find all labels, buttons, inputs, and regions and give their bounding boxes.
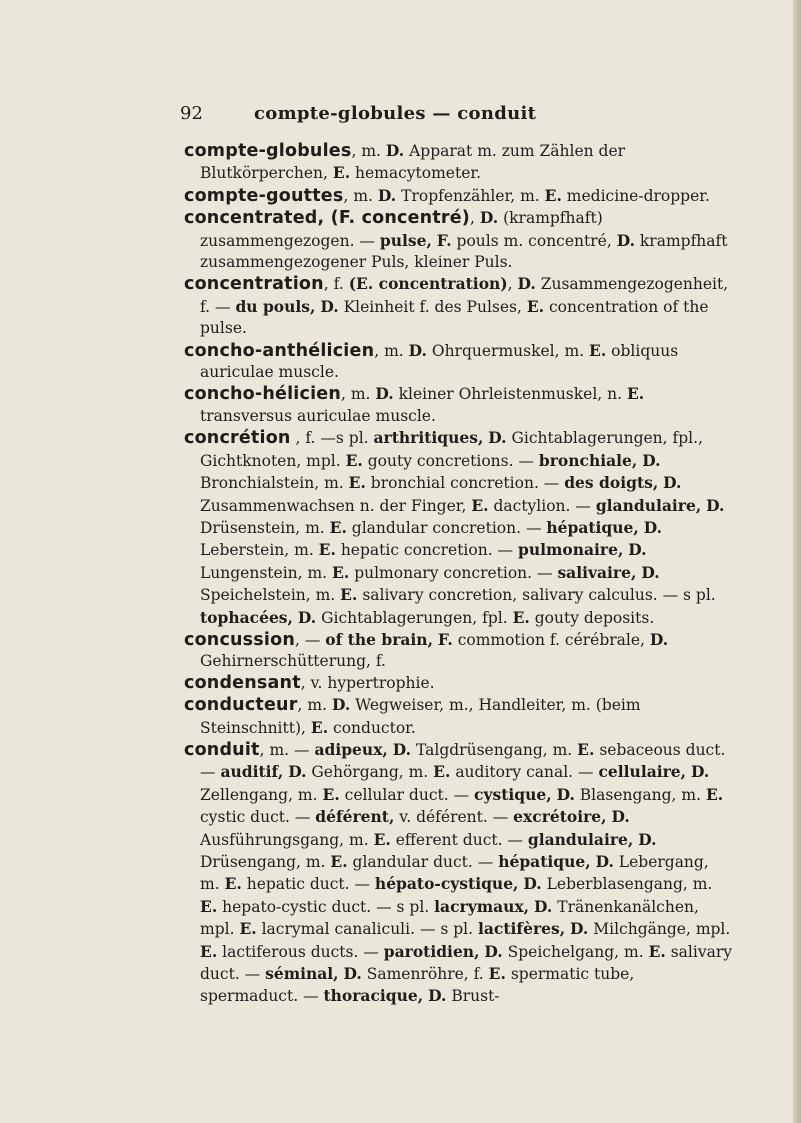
entry-bold-term: D. [706, 495, 725, 515]
entry-bold-term: D. [638, 829, 657, 849]
entry-headword: concentration [184, 274, 324, 295]
entry-bold-term: E. [348, 473, 366, 493]
entry-text: Gehirnerschütterung, f. [200, 652, 386, 671]
entry-bold-term: D. [288, 762, 307, 782]
entry-text: , m. [351, 142, 386, 160]
entry-text: commotion f. cérébrale, [452, 630, 650, 649]
entry-text: auditory canal. — [450, 763, 599, 782]
entry-text: , m. [341, 385, 376, 404]
entry-bold-term: E. [318, 540, 336, 560]
entry-bold-term: tophacées, [200, 607, 293, 627]
entry-text: , [470, 209, 480, 228]
entry-bold-term: D. [556, 784, 575, 804]
entry-bold-term: des doigts, [564, 473, 659, 493]
entry-text: salivary duct. — [200, 942, 732, 984]
entry-text: sebaceous duct. — [200, 740, 726, 782]
entry-bold-term: D. [479, 208, 499, 228]
entry-bold-term: auditif, [220, 762, 284, 782]
entry-text: conductor. [328, 718, 416, 737]
entry-text: Ohrquermuskel, m. [426, 341, 590, 360]
entry-text: glandular concretion. — [346, 518, 547, 537]
entry-bold-term: E. [373, 829, 391, 849]
entry-text: Tränenkanälchen, mpl. [200, 897, 699, 939]
entry-bold-term: D. [517, 274, 536, 294]
entry-text: spermatic tube, spermaduct. — [200, 965, 635, 1006]
entry-text: hemacytometer. [350, 164, 482, 183]
entry-headword: condensant [184, 672, 301, 693]
entry-text: cellular duct. — [339, 785, 475, 804]
dictionary-entry [184, 383, 732, 427]
entry-text: , m. [297, 696, 332, 715]
dictionary-entry [184, 185, 732, 207]
entry-text: hepatic duct. — [241, 875, 375, 894]
entry-bold-term: D. [642, 450, 661, 470]
entry-headword: conducteur [184, 695, 298, 716]
entry-bold-term: D. [534, 896, 553, 916]
entry-bold-term: D. [643, 517, 663, 537]
entry-headword: concrétion [184, 428, 291, 449]
entry-bold-term: D. [570, 919, 589, 939]
entry-bold-term: D. [331, 695, 351, 715]
entry-headword: concho-anthélicien [184, 340, 375, 361]
entry-text: concentration of the pulse. [200, 297, 709, 338]
entry-bold-term: E. [577, 739, 595, 759]
entry-bold-term: D. [663, 473, 682, 493]
entry-text: , — [295, 630, 326, 649]
entry-text: Wegweiser, m., Handleiter, m. (beim Steinschnitt), [200, 696, 641, 737]
page-edge [793, 0, 801, 1123]
entry-text: , m. — [259, 740, 315, 759]
entry-bold-term: D. [320, 296, 339, 316]
entry-bold-term: hépatique, [546, 517, 639, 537]
entry-bold-term: E. [329, 517, 347, 537]
entry-text: gouty concretions. — [362, 451, 539, 470]
entry-headword: compte-globules [184, 141, 352, 161]
entry-text: Tropfenzähler, m. [396, 186, 545, 205]
entry-text: , m. [343, 186, 378, 205]
entry-text: bronchial concretion. — [365, 474, 565, 493]
entry-bold-term: séminal, [265, 964, 339, 984]
entry-bold-term: D. [392, 739, 412, 759]
entry-bold-term: E. [345, 450, 363, 470]
entry-bold-term: E. [200, 896, 218, 916]
entry-text: , v. hypertrophie. [300, 673, 435, 692]
entry-bold-term: E. [512, 607, 530, 627]
dictionary-entry [184, 207, 732, 273]
entry-text: lacrymal canaliculi. — s pl. [256, 920, 478, 939]
entry-text: cystic duct. — [200, 808, 316, 827]
entry-text: Kleinheit f. des Pulses, [338, 297, 527, 316]
entry-bold-term: E. [332, 163, 351, 183]
entry-text: hepatic concretion. — [335, 541, 518, 560]
entry-bold-term: E. [330, 852, 348, 871]
dictionary-entry [184, 673, 732, 694]
entry-bold-term: D. [377, 185, 397, 205]
entry-text: Zusammenwachsen n. der Finger, [200, 496, 472, 515]
entry-bold-term: F. [437, 629, 453, 649]
dictionary-entry [184, 629, 732, 673]
entry-bold-term: F. [436, 230, 452, 250]
entry-bold-term: D. [343, 964, 362, 984]
entry-text: Zellengang, m. [200, 785, 323, 804]
dictionary-entry [184, 694, 732, 739]
entry-headword: concho-hélicien [184, 384, 341, 405]
entry-bold-term: pulmonaire, [517, 540, 624, 560]
entry-bold-term: D. [628, 540, 647, 560]
entry-text: pulmonary concretion. — [349, 563, 558, 582]
entry-bold-term: E. [433, 762, 451, 782]
dictionary-entry [184, 340, 732, 384]
dictionary-entry [184, 427, 732, 629]
entry-bold-term: E. [488, 964, 506, 984]
entry-bold-term: E. [332, 562, 350, 582]
entry-bold-term: D. [641, 562, 660, 582]
entry-bold-term: hépato-cystique, [374, 874, 519, 894]
entry-text: salivary concretion, salivary calculus. — s pl. [357, 586, 716, 605]
entry-text: Brust- [446, 987, 500, 1006]
entry-text: krampfhaft zusammengezogener Puls, kleiner Puls. [200, 231, 728, 272]
entry-text: efferent duct. — [390, 830, 528, 849]
entry-bold-term: E. [310, 717, 329, 737]
entry-text: , [507, 275, 518, 294]
entry-bold-term: bronchiale, [538, 450, 638, 470]
entry-bold-term: D. [297, 607, 317, 627]
entry-text: , m. [374, 341, 409, 360]
entry-bold-term: cellulaire, [598, 762, 687, 782]
entry-bold-term: arthritiques, [373, 428, 484, 448]
entry-text: lactiferous ducts. — [217, 942, 384, 961]
entry-headword: concussion [184, 629, 295, 650]
entry-bold-term: D. [649, 629, 669, 649]
header-title: compte-globules — conduit [254, 103, 537, 124]
entry-bold-term: E. [200, 941, 218, 961]
entry-bold-term: E. [224, 874, 242, 894]
entry-bold-term: parotidien, [383, 941, 480, 961]
entry-bold-term: D. [523, 874, 542, 894]
entry-headword: compte-gouttes [184, 185, 344, 206]
entry-bold-term: lactifères, [478, 919, 566, 939]
entry-text: medicine-dropper. [561, 186, 710, 205]
entry-bold-term: D. [408, 340, 427, 360]
entry-bold-term: D. [595, 852, 614, 871]
entry-text: pouls m. concentré, [451, 231, 617, 250]
entry-bold-term: of the brain, [325, 629, 433, 649]
entry-text: Gichtablagerungen, fpl. [316, 608, 513, 627]
entry-text: v. déférent. — [394, 808, 514, 827]
entry-text: Gehörgang, m. [306, 763, 434, 782]
entry-bold-term: hépatique, [498, 852, 591, 871]
entry-bold-term: pulse, [379, 230, 432, 250]
entry-text: Apparat m. zum Zählen der Blutkörperchen, [200, 142, 626, 183]
entry-headword: conduit [184, 739, 260, 760]
entry-bold-term: D. [488, 428, 507, 448]
entry-text: obliquus auriculae muscle. [200, 341, 679, 382]
dictionary-entry [184, 140, 732, 185]
entry-text: Blasengang, m. [574, 785, 706, 804]
entry-text: Gichtablagerungen, fpl., Gichtknoten, mpl. [200, 429, 703, 470]
entry-text: Leberstein, m. [200, 541, 319, 560]
entry-bold-term: E. [340, 585, 358, 605]
entry-text: Speichelgang, m. [502, 942, 649, 961]
entry-bold-term: E. [239, 919, 257, 939]
dictionary-entries [184, 140, 732, 1008]
entry-text: , f. [323, 275, 349, 294]
entry-bold-term: D. [428, 986, 447, 1006]
entry-bold-term: lacrymaux, [434, 896, 530, 916]
entry-text: hepato-cystic duct. — s pl. [217, 897, 435, 916]
entry-bold-term: D. [484, 941, 503, 961]
entry-bold-term: E. [705, 784, 724, 804]
entry-text: Milchgänge, mpl. [588, 920, 731, 939]
entry-text: Lebergang, m. [200, 853, 709, 894]
entry-text: gouty deposits. [529, 608, 655, 627]
entry-text: Drüsenstein, m. [200, 518, 330, 537]
entry-headword: concentrated, (F. concentré) [184, 208, 471, 229]
entry-text: glandular duct. — [347, 853, 499, 871]
entry-bold-term: D. [385, 141, 405, 160]
entry-text: Lungenstein, m. [200, 563, 333, 582]
entry-bold-term: du pouls, [235, 296, 316, 316]
entry-text: kleiner Ohrleistenmuskel, n. [393, 385, 627, 404]
entry-text: dactylion. — [488, 496, 596, 515]
entry-bold-term: D. [611, 807, 630, 827]
entry-bold-term: thoracique, [323, 986, 424, 1006]
entry-text: (krampfhaft) zusammengezogen. — [200, 209, 603, 250]
entry-bold-term: D. [691, 762, 710, 782]
entry-bold-term: E. [526, 296, 545, 316]
page-number: 92 [180, 103, 203, 124]
entry-bold-term: cystique, [474, 784, 552, 804]
entry-bold-term: E. [322, 784, 340, 804]
entry-bold-term: E. [648, 941, 666, 961]
dictionary-entry [184, 739, 732, 1008]
entry-bold-term: E. [626, 384, 645, 404]
entry-bold-term: glandulaire, [595, 495, 702, 515]
entry-bold-term: glandulaire, [527, 829, 634, 849]
entry-text: Zusammengezogenheit, f. — [200, 275, 729, 316]
entry-bold-term: E. [544, 185, 562, 205]
entry-bold-term: E. [589, 340, 607, 360]
entry-text: Leberblasengang, m. [541, 875, 713, 894]
entry-bold-term: adipeux, [314, 739, 388, 759]
entry-text: Ausführungsgang, m. [200, 830, 374, 849]
entry-bold-term: déférent, [315, 807, 395, 827]
entry-text: Drüsengang, m. [200, 853, 331, 871]
entry-text: transversus auriculae muscle. [200, 406, 436, 425]
entry-bold-term: salivaire, [557, 562, 637, 582]
entry-bold-term: (E. concentration) [348, 274, 508, 294]
entry-bold-term: E. [471, 495, 489, 515]
entry-bold-term: D. [375, 384, 394, 404]
entry-text: , f. —s pl. [290, 429, 374, 448]
entry-bold-term: excrétoire, [513, 807, 607, 827]
entry-text: Speichelstein, m. [200, 586, 341, 605]
entry-text: Bronchialstein, m. [200, 474, 349, 493]
entry-text: Talgdrüsengang, m. [411, 740, 578, 759]
entry-text: Samenröhre, f. [361, 965, 489, 984]
entry-bold-term: D. [616, 230, 635, 250]
dictionary-entry [184, 273, 732, 339]
